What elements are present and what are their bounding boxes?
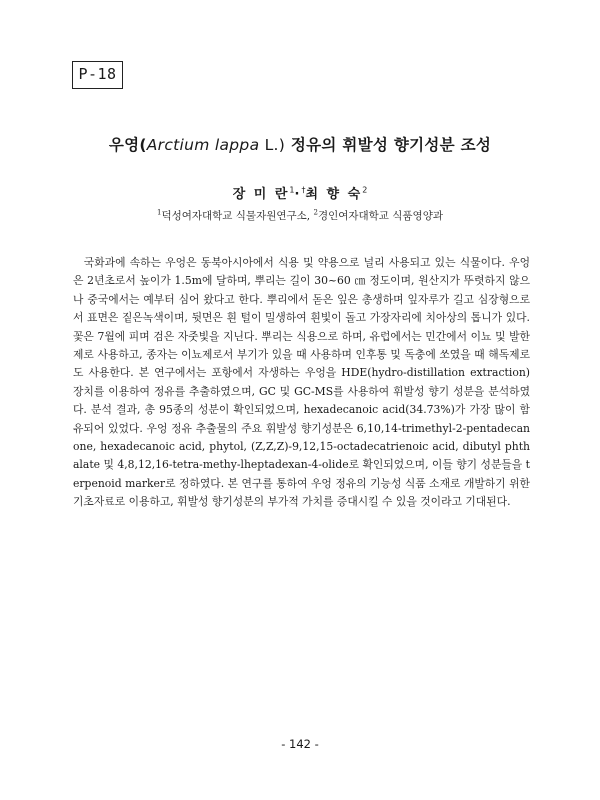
author-separator: · — [294, 187, 302, 202]
page-number: - 142 - — [281, 737, 319, 751]
title-scientific-name: Arctium lappa — [146, 136, 260, 154]
author-line — [0, 183, 600, 202]
author-2: 최 향 숙 — [305, 187, 363, 202]
affiliation-2-mark: 2 — [313, 208, 318, 217]
paper-title — [0, 133, 600, 155]
abstract-body: 국화과에 속하는 우엉은 동북아시아에서 식용 및 약용으로 널리 사용되고 있는 식물이다. 우엉은 2년초로서 높이가 1.5m에 달하며, 뿌리는 길이 30~60 ㎝ 정도이며, 원산지가 뚜렷하지 않으나 중국에서는 예부터 심어 왔다고 한다. 뿌리에서 돋은 잎은 총생하며 잎자루가 길고 심장형으로서 표면은 짙은녹색이며, 뒷면은 흰 털이 밀생하여 흰빛이 돌고 가장자리에 치아상의 톱니가 있다. 꽃은 7월에 피며 검은 자줏빛을 지닌다. 뿌리는 식용으로 하며, 유럽에서는 민간에서 이뇨 및 발한제로 사용하고, 종자는 이뇨제로서 부기가 있을 때 사용하며 인후통 및 독충에 쏘였을 때 해독제로도 사용한다. 본 연구에서는 포항에서 자생하는 우엉을 HDE(hydro-distillation extraction) 장치를 이용하여 정유를 추출하였으며, GC 및 GC-MS를 사용하여 휘발성 향기 성분을 분석하였다. 분석 결과, 총 95종의 성분이 확인되었으며, hexadecanoic acid(34.73%)가 가장 많이 함유되어 있었다. 우엉 정유 추출물의 주요 휘발성 향기성분은 6,10,14-trimethyl-2-pentadecanone, hexadecanoic acid, phytol, (Z,Z,Z)-9,12,15-octadecatrienoic acid, dibutyl phthalate 및 4,8,12,16-tetra-methy-lheptadexan-4-olide로 확인되었으며, 이들 향기 성분들을 terpenoid marker로 정하였다. 본 연구를 통하여 우엉 정유의 기능성 식품 소재로 개발하기 위한 기초자료로 이용하고, 휘발성 향기성분의 부가적 가치를 증대시킬 수 있을 것이라고 기대된다. — [73, 256, 531, 509]
affiliation-2: 경인여자대학교 식품영양과 — [317, 210, 443, 222]
author-1: 장 미 란 — [232, 187, 290, 202]
affiliation-1: 덕성여자대학교 식물자원연구소, — [161, 210, 314, 222]
title-prefix: 우영( — [108, 136, 147, 154]
poster-id-badge: P-18 — [72, 61, 123, 89]
title-suffix: 정유의 휘발성 향기성분 조성 — [285, 136, 492, 154]
corresponding-author-mark: † — [301, 185, 306, 195]
title-author-abbrev: L.) — [259, 136, 286, 154]
affiliation-1-mark: 1 — [156, 208, 162, 217]
author-2-affil-mark: 2 — [362, 185, 368, 195]
affiliation-line — [0, 208, 600, 223]
author-1-affil-mark: 1 — [289, 185, 295, 195]
